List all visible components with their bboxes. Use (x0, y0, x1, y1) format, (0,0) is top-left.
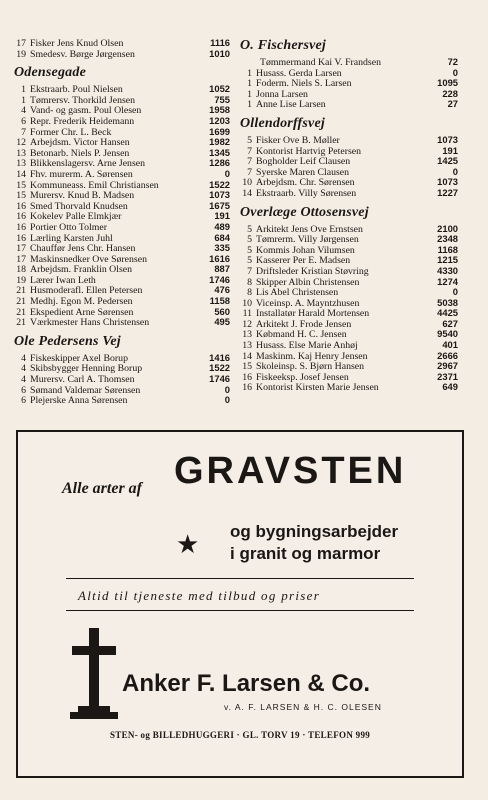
directory-entry (14, 127, 230, 138)
house-number: 1 (247, 88, 252, 100)
ad-company-name: Anker F. Larsen & Co. (122, 670, 371, 697)
resident-name: Fisker Ove B. Møller (256, 135, 340, 146)
house-number: 13 (16, 147, 26, 159)
ad-address-line: STEN- og BILLEDHUGGERI · GL. TORV 19 · TELEFON 999 (110, 730, 371, 740)
house-number: 19 (16, 48, 26, 60)
phone-number: 1073 (437, 133, 458, 145)
directory-entry (240, 146, 458, 157)
phone-number: 191 (214, 210, 230, 222)
house-number: 11 (242, 308, 252, 320)
house-number: 13 (242, 329, 252, 341)
directory-entry (240, 329, 458, 340)
directory-entry (240, 234, 458, 245)
directory-entry (240, 78, 458, 89)
resident-name: Arkitekt Jens Ove Ernstsen (256, 224, 363, 235)
resident-name: Husass. Else Marie Anhøj (256, 341, 358, 352)
house-number: 16 (16, 221, 26, 233)
house-number: 6 (21, 395, 26, 407)
house-number: 6 (21, 115, 26, 127)
directory-entry (14, 190, 230, 201)
resident-name: Chauffør Jens Chr. Hansen (30, 244, 136, 255)
directory-entry (14, 158, 230, 169)
house-number: 7 (247, 265, 252, 277)
phone-number: 1052 (209, 83, 230, 95)
house-number: 16 (16, 211, 26, 223)
resident-name: Arbejdsm. Victor Hansen (30, 138, 130, 149)
directory-entry (240, 319, 458, 330)
resident-name: Kommuneass. Emil Christiansen (30, 180, 159, 191)
resident-name: Former Chr. L. Beck (30, 127, 112, 138)
house-number: 7 (247, 156, 252, 168)
directory-entry (240, 308, 458, 319)
house-number: 7 (247, 145, 252, 157)
resident-name: Medhj. Egon M. Pedersen (30, 297, 133, 308)
directory-entry (14, 275, 230, 286)
resident-name: Foderm. Niels S. Larsen (256, 79, 352, 90)
house-number: 16 (242, 371, 252, 383)
resident-name: Viceinsp. A. Mayntzhusen (256, 298, 360, 309)
house-number: 10 (242, 177, 252, 189)
phone-number: 191 (442, 144, 458, 156)
house-number: 13 (242, 340, 252, 352)
resident-name: Installatør Harald Mortensen (256, 309, 370, 320)
directory-entry (14, 84, 230, 95)
phone-number: 1215 (437, 254, 458, 266)
street-heading: O. Fischersvej (240, 38, 327, 53)
resident-name: Husass. Gerda Larsen (256, 68, 342, 79)
resident-name: Smed Thorvald Knudsen (30, 201, 128, 212)
directory-entry (14, 95, 230, 106)
resident-name: Fiskeskipper Axel Borup (30, 353, 128, 364)
resident-name: Sømand Valdemar Sørensen (30, 385, 141, 396)
phone-number: 649 (442, 381, 458, 393)
house-number: 8 (247, 276, 252, 288)
phone-number: 9540 (437, 328, 458, 340)
house-number: 5 (247, 244, 252, 256)
directory-entry (14, 296, 230, 307)
phone-number: 2371 (437, 370, 458, 382)
resident-name: Arkitekt J. Frode Jensen (256, 319, 352, 330)
star-icon: ★ (176, 530, 200, 559)
phone-number: 1010 (209, 47, 230, 59)
ad-headline: GRAVSTEN (174, 450, 407, 492)
directory-entry (14, 169, 230, 180)
resident-name: Arbejdsm. Chr. Sørensen (256, 178, 355, 189)
directory-entry (14, 148, 230, 159)
phone-number: 1675 (209, 199, 230, 211)
directory-entry (14, 211, 230, 222)
phone-number: 0 (452, 66, 458, 78)
resident-name: Arbejdsm. Franklin Olsen (30, 265, 133, 276)
house-number: 15 (242, 361, 252, 373)
resident-name: Tømrerm. Villy Jørgensen (256, 235, 359, 246)
street-heading: Odensegade (14, 65, 86, 81)
directory-entry (14, 233, 230, 244)
ad-subline-1: og bygningsarbejder (230, 522, 399, 541)
house-number: 21 (16, 306, 26, 318)
resident-name: Driftsleder Kristian Støvring (256, 266, 369, 277)
house-number: 1 (247, 78, 252, 90)
phone-number: 401 (442, 339, 458, 351)
resident-name: Maskinm. Kaj Henry Jensen (256, 351, 368, 362)
phone-number: 1616 (209, 252, 230, 264)
phone-number: 627 (442, 317, 458, 329)
phone-number: 2100 (437, 222, 458, 234)
phone-number: 0 (224, 383, 230, 395)
ad-owners: v. A. F. LARSEN & H. C. OLESEN (224, 702, 382, 712)
resident-name: Plejerske Anna Sørensen (30, 396, 128, 407)
phone-number: 1286 (209, 157, 230, 169)
house-number: 16 (16, 232, 26, 244)
directory-entry (14, 137, 230, 148)
resident-name: Tømmermand Kai V. Frandsen (260, 58, 381, 68)
directory-entry (14, 222, 230, 233)
phone-number: 5038 (437, 296, 458, 308)
resident-name: Skipper Albin Christensen (256, 277, 360, 288)
phone-number: 1203 (209, 114, 230, 126)
directory-entry (240, 298, 458, 309)
house-number: 12 (242, 318, 252, 330)
directory-entry (14, 385, 230, 396)
house-number: 17 (16, 253, 26, 265)
directory-entry (14, 116, 230, 127)
phone-number: 1158 (209, 295, 230, 307)
house-number: 4 (21, 374, 26, 386)
house-number: 5 (247, 134, 252, 146)
resident-name: Kontorist Hartvig Petersen (256, 146, 362, 157)
resident-name: Ekspedient Arne Sørensen (30, 307, 134, 318)
phone-number: 1095 (437, 77, 458, 89)
directory-entry (14, 105, 230, 116)
directory-entry (240, 156, 458, 167)
house-number: 1 (21, 94, 26, 106)
directory-entry (240, 99, 458, 110)
phone-number: 887 (214, 263, 230, 275)
house-number: 10 (242, 297, 252, 309)
phone-number: 1958 (209, 104, 230, 116)
house-number: 21 (16, 285, 26, 297)
directory-entry (240, 277, 458, 288)
resident-name: Fisker Jens Knud Olsen (30, 39, 124, 49)
directory-entry (240, 135, 458, 146)
phone-number: 1746 (209, 273, 230, 285)
resident-name: Kasserer Per E. Madsen (256, 256, 351, 267)
phone-number: 1416 (209, 351, 230, 363)
directory-entry (240, 167, 458, 178)
resident-name: Lærer Iwan Leth (30, 275, 96, 286)
directory-entry (240, 57, 458, 68)
house-number: 4 (21, 352, 26, 364)
directory-entry (14, 243, 230, 254)
phone-number: 489 (214, 220, 230, 232)
phone-number: 1522 (209, 362, 230, 374)
house-number: 8 (247, 287, 252, 299)
house-number: 17 (16, 243, 26, 255)
phone-number: 2967 (437, 360, 458, 372)
house-number: 18 (16, 264, 26, 276)
resident-name: Skibsbygger Henning Borup (30, 364, 143, 375)
directory-entry (240, 266, 458, 277)
phone-number: 684 (214, 231, 230, 243)
directory-entry (14, 395, 230, 406)
phone-number: 1982 (209, 136, 230, 148)
resident-name: Husmoderafl. Ellen Petersen (30, 286, 143, 297)
directory-entry (240, 224, 458, 235)
house-number: 1 (247, 67, 252, 79)
phone-number: 4330 (437, 264, 458, 276)
resident-name: Repr. Frederik Heidemann (30, 116, 135, 127)
street-heading: Ollendorffsvej (240, 115, 325, 131)
phone-number: 476 (214, 284, 230, 296)
directory-entry (240, 245, 458, 256)
phone-number: 1522 (209, 178, 230, 190)
house-number: 19 (16, 274, 26, 286)
directory-entry (240, 68, 458, 79)
house-number: 21 (16, 317, 26, 329)
resident-name: Lis Abel Christensen (256, 288, 339, 299)
house-number: 1 (247, 99, 252, 111)
house-number: 5 (247, 255, 252, 267)
house-number: 17 (16, 38, 26, 49)
house-number: 13 (16, 158, 26, 170)
ad-divider-top (66, 578, 414, 579)
ad-slogan: Altid til tjeneste med tilbud og priser (78, 588, 321, 603)
directory-entry (14, 49, 230, 60)
directory-entry (14, 38, 230, 49)
directory-entry (240, 382, 458, 393)
directory-entry (240, 351, 458, 362)
house-number: 14 (242, 187, 252, 199)
resident-name: Maskinsnedker Ove Sørensen (30, 254, 147, 265)
resident-name: Jonna Larsen (256, 89, 308, 100)
house-number: 15 (16, 190, 26, 202)
resident-name: Syerske Maren Clausen (256, 167, 350, 178)
phone-number: 1746 (209, 373, 230, 385)
right-directory-column (240, 38, 458, 393)
resident-name: Tømrersv. Thorkild Jensen (30, 95, 136, 106)
directory-entry (14, 201, 230, 212)
ad-subline-2: i granit og marmor (230, 544, 381, 563)
house-number: 7 (21, 126, 26, 138)
resident-name: Blikkenslagersv. Arne Jensen (30, 159, 145, 170)
resident-name: Kontorist Kirsten Marie Jensen (256, 383, 379, 394)
phone-number: 1345 (209, 146, 230, 158)
directory-entry (14, 180, 230, 191)
house-number: 5 (247, 223, 252, 235)
phone-number: 1168 (437, 243, 458, 255)
house-number: 12 (16, 137, 26, 149)
gravestone-advertisement (16, 430, 464, 778)
house-number: 5 (247, 234, 252, 246)
resident-name: Bogholder Leif Clausen (256, 157, 351, 168)
phone-number: 495 (214, 316, 230, 328)
resident-name: Kokelev Palle Elmkjær (30, 212, 122, 223)
directory-entry (240, 255, 458, 266)
phone-number: 335 (214, 242, 230, 254)
directory-entry (14, 363, 230, 374)
phone-number: 1274 (437, 275, 458, 287)
house-number: 7 (247, 166, 252, 178)
resident-name: Kommis Johan Vilumsen (256, 245, 355, 256)
street-heading: Overlæge Ottosensvej (240, 204, 369, 220)
resident-name: Vand- og gasm. Poul Olesen (30, 106, 142, 117)
phone-number: 1073 (209, 189, 230, 201)
house-number: 21 (16, 296, 26, 308)
directory-entry (14, 254, 230, 265)
phone-number: 1425 (437, 155, 458, 167)
directory-entry (14, 353, 230, 364)
resident-name: Fhv. murerm. A. Sørensen (30, 169, 133, 180)
phone-number: 72 (447, 56, 458, 67)
resident-name: Ekstraarb. Villy Sørensen (256, 188, 357, 199)
resident-name: Betonarb. Niels P. Jensen (30, 148, 130, 159)
phone-number: 1699 (209, 125, 230, 137)
resident-name: Murersv. Knud B. Madsen (30, 191, 135, 202)
house-number: 14 (242, 350, 252, 362)
resident-name: Ekstraarb. Poul Nielsen (30, 85, 123, 96)
resident-name: Fiskeeksp. Josef Jensen (256, 372, 349, 383)
cross-icon (66, 628, 122, 724)
phone-number: 27 (447, 98, 458, 110)
house-number: 4 (21, 363, 26, 375)
resident-name: Købmand H. C. Jensen (256, 330, 347, 341)
house-number: 14 (16, 168, 26, 180)
phone-number: 228 (442, 87, 458, 99)
phone-number: 560 (214, 305, 230, 317)
house-number: 16 (242, 382, 252, 394)
phone-number: 0 (452, 286, 458, 298)
phone-number: 2666 (437, 349, 458, 361)
phone-number: 0 (224, 394, 230, 406)
street-heading: Ole Pedersens Vej (14, 333, 121, 349)
phone-number: 0 (224, 167, 230, 179)
house-number: 15 (16, 179, 26, 191)
phone-number: 755 (214, 93, 230, 105)
phone-number: 0 (452, 165, 458, 177)
phone-number: 2348 (437, 233, 458, 245)
directory-entry (14, 285, 230, 296)
phone-number: 4425 (437, 307, 458, 319)
house-number: 6 (21, 384, 26, 396)
phone-number: 1073 (437, 176, 458, 188)
resident-name: Murersv. Carl A. Thomsen (30, 375, 135, 386)
directory-entry (240, 287, 458, 298)
directory-entry (240, 89, 458, 100)
resident-name: Skoleinsp. S. Bjørn Hansen (256, 362, 365, 373)
resident-name: Værkmester Hans Christensen (30, 318, 150, 329)
house-number: 4 (21, 105, 26, 117)
house-number: 1 (21, 84, 26, 96)
phone-number: 1227 (437, 186, 458, 198)
directory-entry (14, 264, 230, 275)
directory-entry (240, 188, 458, 199)
house-number: 16 (16, 200, 26, 212)
directory-entry (240, 177, 458, 188)
directory-entry (14, 317, 230, 328)
phone-number: 1116 (210, 37, 230, 48)
directory-entry (240, 340, 458, 351)
resident-name: Smedesv. Børge Jørgensen (30, 49, 135, 60)
left-directory-column (14, 38, 230, 406)
ad-divider-bottom (66, 610, 414, 611)
ad-lead-text: Alle arter af (62, 480, 142, 497)
resident-name: Portier Otto Tolmer (30, 222, 107, 233)
directory-entry (14, 374, 230, 385)
directory-entry (240, 372, 458, 383)
directory-entry (240, 361, 458, 372)
directory-entry (14, 307, 230, 318)
resident-name: Lærling Karsten Juhl (30, 233, 113, 244)
resident-name: Anne Lise Larsen (256, 100, 326, 111)
